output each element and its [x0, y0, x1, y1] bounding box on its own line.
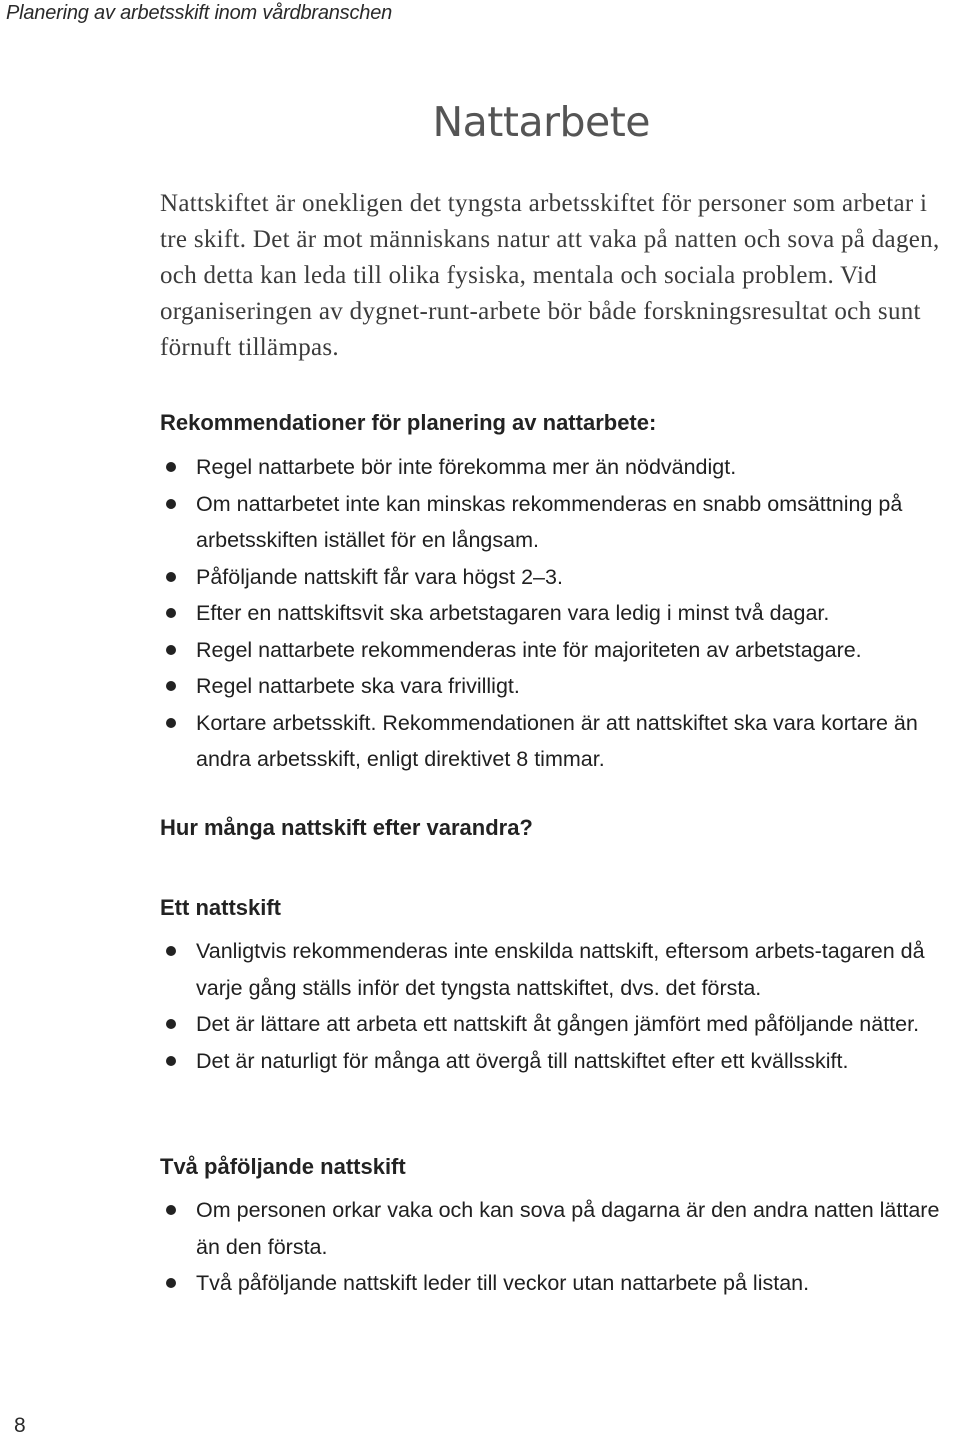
- list-item: [160, 705, 960, 778]
- question-heading: Hur många nattskift efter varandra?: [160, 815, 533, 840]
- bullet-icon: [166, 499, 176, 509]
- bullet-icon: [166, 681, 176, 691]
- page-number: 8: [14, 1414, 26, 1437]
- list-item-text: Vanligtvis rekommenderas inte enskilda nattskift, eftersom arbets-tagaren då varje gång ställs inför det tyngsta nattskiftet, dvs. det första.: [196, 939, 925, 1000]
- list-item-text: Regel nattarbete ska vara frivilligt.: [196, 674, 520, 698]
- list-item-text: Regel nattarbete bör inte förekomma mer än nödvändigt.: [196, 455, 737, 479]
- page-title: Nattarbete: [432, 98, 650, 146]
- bullet-icon: [166, 1278, 176, 1288]
- list-item: [160, 668, 960, 705]
- bullet-icon: [166, 572, 176, 582]
- list-item-text: Kortare arbetsskift. Rekommendationen är att nattskiftet ska vara kortare än andra arbetsskift, enligt direktivet 8 timmar.: [196, 710, 918, 771]
- bullet-icon: [166, 1019, 176, 1029]
- recommendations-list: [160, 449, 960, 778]
- list-item: [160, 1043, 960, 1080]
- bullet-icon: [166, 718, 176, 728]
- intro-paragraph: Nattskiftet är onekligen det tyngsta arbetsskiftet för personer som arbetar i tre skift. Det är mot människans natur att vaka på natten och sova på dagen, och detta kan leda till olika fysiska, mentala och sociala problem. Vid organiseringen av dygnet-runt-arbete bör både forskningsresultat och sunt förnuft tillämpas.: [160, 190, 940, 361]
- two-shifts-list: [160, 1192, 960, 1302]
- bullet-icon: [166, 462, 176, 472]
- list-item: [160, 595, 960, 632]
- running-header: Planering av arbetsskift inom vårdbranschen: [6, 2, 393, 24]
- list-item: [160, 632, 960, 669]
- bullet-icon: [166, 1056, 176, 1066]
- bullet-icon: [166, 608, 176, 618]
- one-shift-heading: Ett nattskift: [160, 895, 281, 920]
- list-item: [160, 933, 960, 1006]
- list-item-text: Regel nattarbete rekommenderas inte för majoriteten av arbetstagare.: [196, 637, 862, 662]
- list-item-text: Om personen orkar vaka och kan sova på dagarna är den andra natten lättare än den första.: [196, 1198, 940, 1259]
- bullet-icon: [166, 1205, 176, 1215]
- list-item: [160, 486, 960, 559]
- list-item: [160, 1006, 960, 1043]
- list-item-text: Om nattarbetet inte kan minskas rekommenderas en snabb omsättning på arbetsskiften istället för en långsam.: [196, 491, 903, 552]
- two-shifts-heading: Två påföljande nattskift: [160, 1154, 406, 1179]
- recommendations-heading: Rekommendationer för planering av nattarbete:: [160, 410, 657, 435]
- list-item: [160, 1192, 960, 1265]
- list-item: [160, 1265, 960, 1302]
- bullet-icon: [166, 645, 176, 655]
- list-item-text: Påföljande nattskift får vara högst 2–3.: [196, 564, 563, 589]
- list-item-text: Två påföljande nattskift leder till veckor utan nattarbete på listan.: [196, 1271, 810, 1295]
- bullet-icon: [166, 946, 176, 956]
- list-item-text: Det är naturligt för många att övergå till nattskiftet efter ett kvällsskift.: [196, 1048, 849, 1073]
- list-item-text: Efter en nattskiftsvit ska arbetstagaren vara ledig i minst två dagar.: [196, 601, 830, 625]
- list-item: [160, 559, 960, 596]
- list-item-text: Det är lättare att arbeta ett nattskift åt gången jämfört med påföljande nätter.: [196, 1012, 920, 1036]
- list-item: [160, 449, 960, 486]
- one-shift-list: [160, 933, 960, 1079]
